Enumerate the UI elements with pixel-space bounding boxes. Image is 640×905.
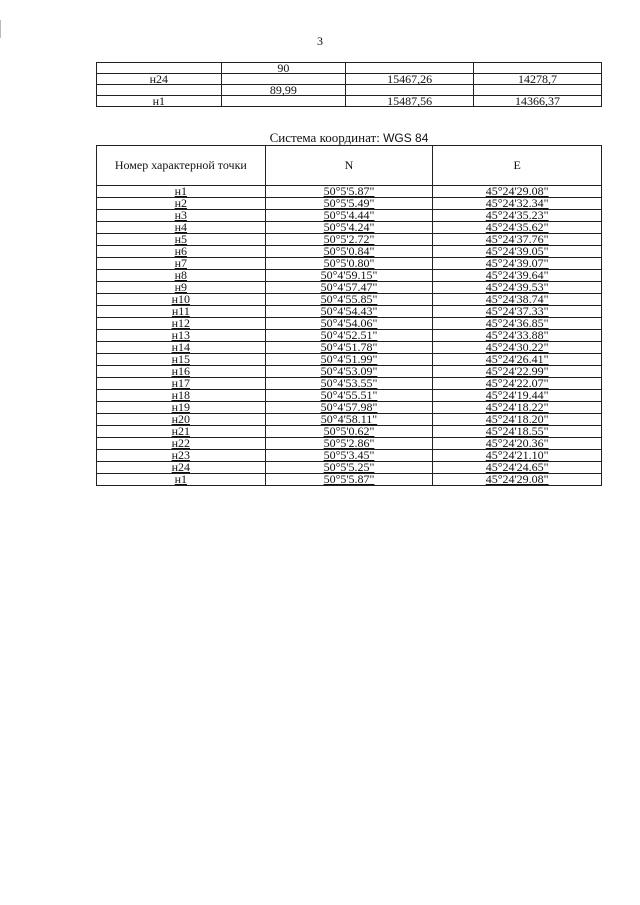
cell-text: н15 — [171, 352, 191, 366]
cell-text: 50°5'0.80" — [323, 256, 375, 270]
cell-text: 45°24'26.41" — [485, 352, 549, 366]
page-number: 3 — [317, 34, 323, 48]
cell-text: 45°24'18.22" — [485, 400, 549, 414]
n-coordinate-cell — [265, 474, 433, 486]
cell-text: н7 — [174, 256, 188, 270]
cell-text: н22 — [171, 436, 191, 450]
coordinate-system-name: WGS 84 — [383, 131, 429, 145]
cell-text: 50°5'4.44" — [323, 208, 375, 222]
cell-text: 50°4'57.47" — [320, 280, 378, 294]
cell-text: н10 — [171, 292, 191, 306]
cell-text: 50°5'5.49" — [323, 196, 375, 210]
wgs84-coordinates-table — [96, 145, 602, 486]
cell-text: 45°24'32.34" — [485, 196, 549, 210]
cell-text: н20 — [171, 412, 191, 426]
point-label: н1 — [97, 96, 222, 107]
cell-text: 45°24'30.22" — [485, 340, 549, 354]
cell-text: н17 — [171, 376, 191, 390]
cell-text: 50°5'5.87" — [323, 184, 375, 198]
cell-text: 45°24'35.23" — [485, 208, 549, 222]
cell-text: н18 — [171, 388, 191, 402]
cell-text: 50°4'51.78" — [320, 340, 378, 354]
cell-text: н13 — [171, 328, 191, 342]
cell-text: 45°24'22.99" — [485, 364, 549, 378]
cell-text: 50°4'51.99" — [320, 352, 378, 366]
point-number-cell — [97, 474, 266, 486]
point-label: н24 — [97, 74, 222, 85]
cell-text: 50°4'55.51" — [320, 388, 378, 402]
cell-text: 45°24'35.62" — [485, 220, 549, 234]
cell-text: 45°24'37.76" — [485, 232, 549, 246]
header-n: N — [265, 146, 433, 186]
header-point-number: Номер характерной точки — [97, 146, 266, 186]
cell-text: 45°24'20.36" — [485, 436, 549, 450]
cell-text: н23 — [171, 448, 191, 462]
cell-text: 45°24'24.65" — [485, 460, 549, 474]
table-cell — [221, 96, 346, 107]
cell-text: н9 — [174, 280, 188, 294]
coords-header-row — [97, 146, 602, 186]
cell-text: 45°24'37.33" — [485, 304, 549, 318]
cell-text: н1 — [174, 184, 188, 198]
cell-text: н12 — [171, 316, 191, 330]
cell-text: 45°24'29.08" — [485, 472, 549, 486]
table-cell: 15487,56 — [346, 96, 474, 107]
cell-text: 50°4'53.55" — [320, 376, 378, 390]
cell-text: 50°5'0.62" — [323, 424, 375, 438]
cell-text: н16 — [171, 364, 191, 378]
cell-text: 50°5'5.25" — [323, 460, 375, 474]
cell-text: 50°4'53.09" — [320, 364, 378, 378]
table-cell: 15467,26 — [346, 74, 474, 85]
table-row — [97, 96, 602, 107]
cell-text: 50°4'54.06" — [320, 316, 378, 330]
section-title-prefix: Система координат: — [269, 130, 384, 145]
cell-text: 45°24'39.05" — [485, 244, 549, 258]
cell-text: 50°5'2.86" — [323, 436, 375, 450]
cell-text: н6 — [174, 244, 188, 258]
cell-text: 45°24'39.07" — [485, 256, 549, 270]
segment-value: 89,99 — [221, 85, 346, 96]
header-e: E — [433, 146, 602, 186]
cell-text: 45°24'21.10" — [485, 448, 549, 462]
cell-text: 50°4'54.43" — [320, 304, 378, 318]
cell-text: 50°4'55.85" — [320, 292, 378, 306]
cell-text: н19 — [171, 400, 191, 414]
cell-text: 45°24'39.64" — [485, 268, 549, 282]
cell-text: н5 — [174, 232, 188, 246]
cell-text: 45°24'22.07" — [485, 376, 549, 390]
cell-text: н4 — [174, 220, 188, 234]
cell-text: н14 — [171, 340, 191, 354]
cell-text: 45°24'18.55" — [485, 424, 549, 438]
cell-text: 45°24'33.88" — [485, 328, 549, 342]
cell-text: 50°5'2.72" — [323, 232, 375, 246]
cell-text: 50°4'52.51" — [320, 328, 378, 342]
cell-text: 45°24'18.20" — [485, 412, 549, 426]
cell-text: н2 — [174, 196, 188, 210]
segment-value: 90 — [221, 63, 346, 74]
cell-text: 45°24'36.85" — [485, 316, 549, 330]
cell-text: 45°24'38.74" — [485, 292, 549, 306]
cell-text: н1 — [174, 472, 188, 486]
cell-text: 45°24'29.08" — [485, 184, 549, 198]
cell-text: 50°5'0.84" — [323, 244, 375, 258]
boundary-segment-table — [96, 62, 602, 107]
cell-text: н21 — [171, 424, 191, 438]
cell-text: н24 — [171, 460, 191, 474]
cell-text: 45°24'39.53" — [485, 280, 549, 294]
cell-text: 50°4'58.11" — [320, 412, 378, 426]
table-row — [97, 474, 602, 486]
section-title — [96, 130, 602, 146]
cell-text: н3 — [174, 208, 188, 222]
table-cell: 14366,37 — [474, 96, 602, 107]
table-row — [97, 74, 602, 85]
cell-text: 50°4'59.15" — [320, 268, 378, 282]
e-coordinate-cell — [433, 474, 602, 486]
cell-text: н11 — [171, 304, 190, 318]
cell-text: 50°5'5.87" — [323, 472, 375, 486]
table-cell: 14278,7 — [474, 74, 602, 85]
cell-text: 50°5'4.24" — [323, 220, 375, 234]
cell-text: н8 — [174, 268, 188, 282]
cell-text: 45°24'19.44" — [485, 388, 549, 402]
cell-text: 50°4'57.98" — [320, 400, 378, 414]
cell-text: 50°5'3.45" — [323, 448, 375, 462]
